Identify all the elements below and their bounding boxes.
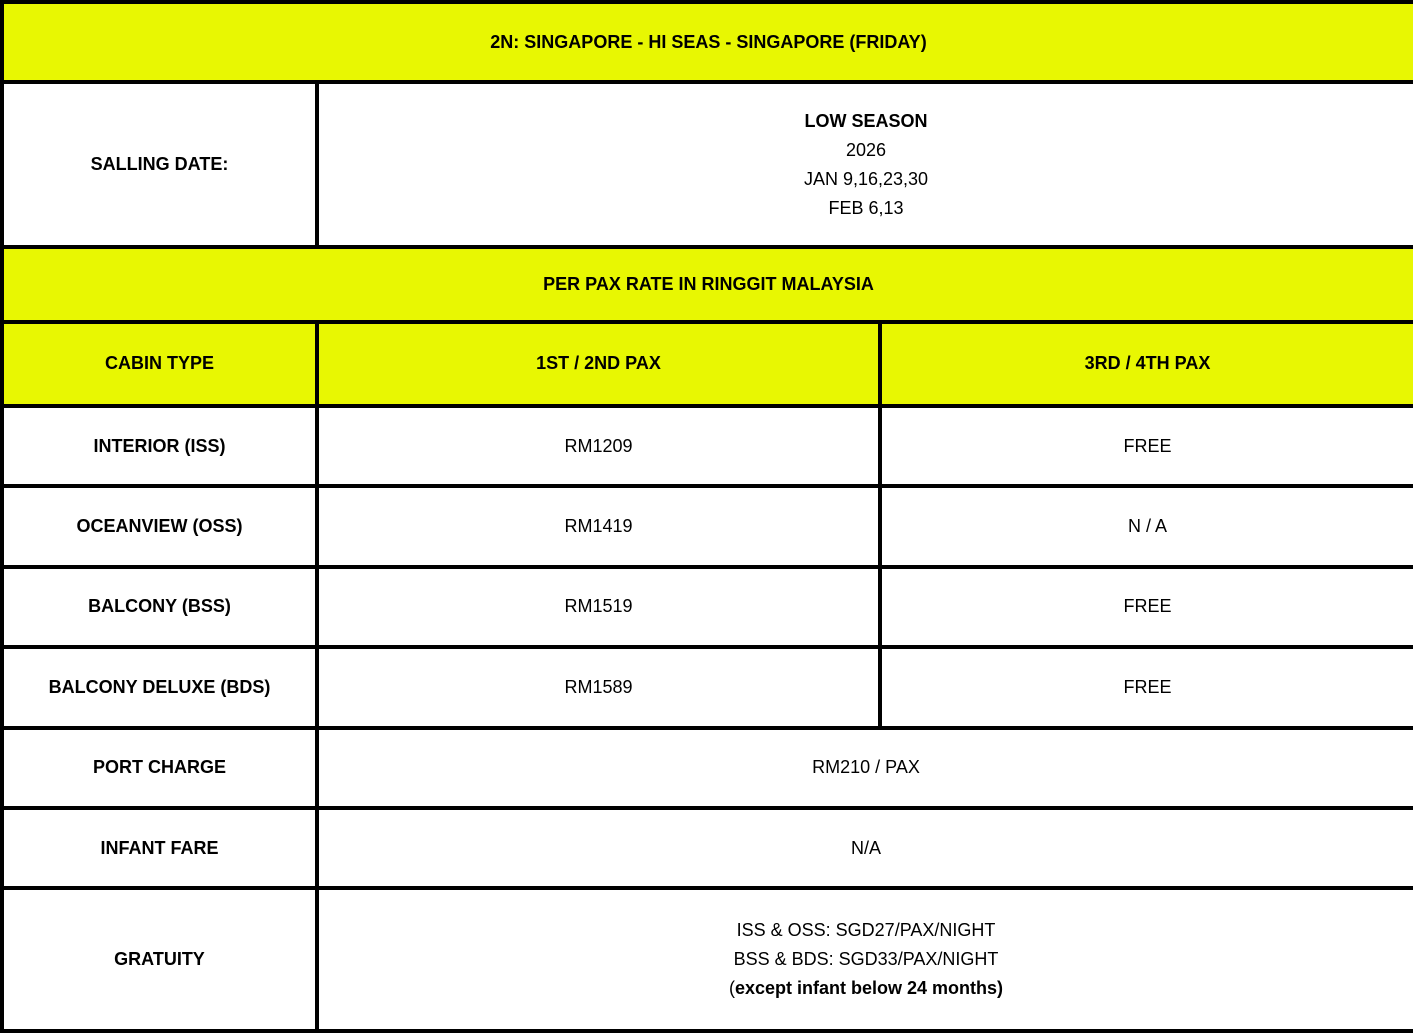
gratuity-line-1: ISS & OSS: SGD27/PAX/NIGHT — [736, 920, 996, 941]
cabin-name: BALCONY DELUXE (BDS) — [2, 647, 317, 727]
pax34-rate: N / A — [880, 486, 1413, 566]
gratuity-line-2: BSS & BDS: SGD33/PAX/NIGHT — [733, 949, 999, 970]
table-row — [2, 406, 1413, 486]
pax12-rate: RM1209 — [317, 406, 880, 486]
sailing-dates-jan: JAN 9,16,23,30 — [803, 168, 929, 189]
cabin-name: OCEANVIEW (OSS) — [2, 486, 317, 566]
sailing-year: 2026 — [845, 139, 887, 160]
pax12-rate: RM1589 — [317, 647, 880, 727]
sailing-date-label: SALLING DATE: — [2, 82, 317, 247]
sailing-dates-feb: FEB 6,13 — [828, 197, 904, 218]
gratuity-note — [319, 974, 1413, 1003]
table-row — [2, 486, 1413, 566]
pax34-rate: FREE — [880, 647, 1413, 727]
pax34-rate: FREE — [880, 567, 1413, 647]
pax12-rate: RM1519 — [317, 567, 880, 647]
rate-banner: PER PAX RATE IN RINGGIT MALAYSIA — [2, 247, 1413, 321]
sailing-season: LOW SEASON — [804, 110, 928, 131]
table-row — [2, 647, 1413, 727]
header-3rd-4th-pax: 3RD / 4TH PAX — [880, 322, 1413, 406]
gratuity-note-prefix: ( — [728, 978, 735, 999]
infant-fare-label: INFANT FARE — [2, 808, 317, 888]
cabin-name: BALCONY (BSS) — [2, 567, 317, 647]
gratuity-note-bold: except infant below 24 months) — [734, 978, 1004, 999]
port-charge-value: RM210 / PAX — [317, 728, 1413, 808]
pax12-rate: RM1419 — [317, 486, 880, 566]
table-row — [2, 567, 1413, 647]
title-banner: 2N: SINGAPORE - HI SEAS - SINGAPORE (FRIDAY) — [2, 2, 1413, 82]
sailing-date-cell — [317, 82, 1413, 247]
header-cabin-type: CABIN TYPE — [2, 322, 317, 406]
port-charge-label: PORT CHARGE — [2, 728, 317, 808]
cabin-name: INTERIOR (ISS) — [2, 406, 317, 486]
infant-fare-value: N/A — [317, 808, 1413, 888]
gratuity-cell — [317, 888, 1413, 1031]
header-1st-2nd-pax: 1ST / 2ND PAX — [317, 322, 880, 406]
gratuity-label: GRATUITY — [2, 888, 317, 1031]
pax34-rate: FREE — [880, 406, 1413, 486]
